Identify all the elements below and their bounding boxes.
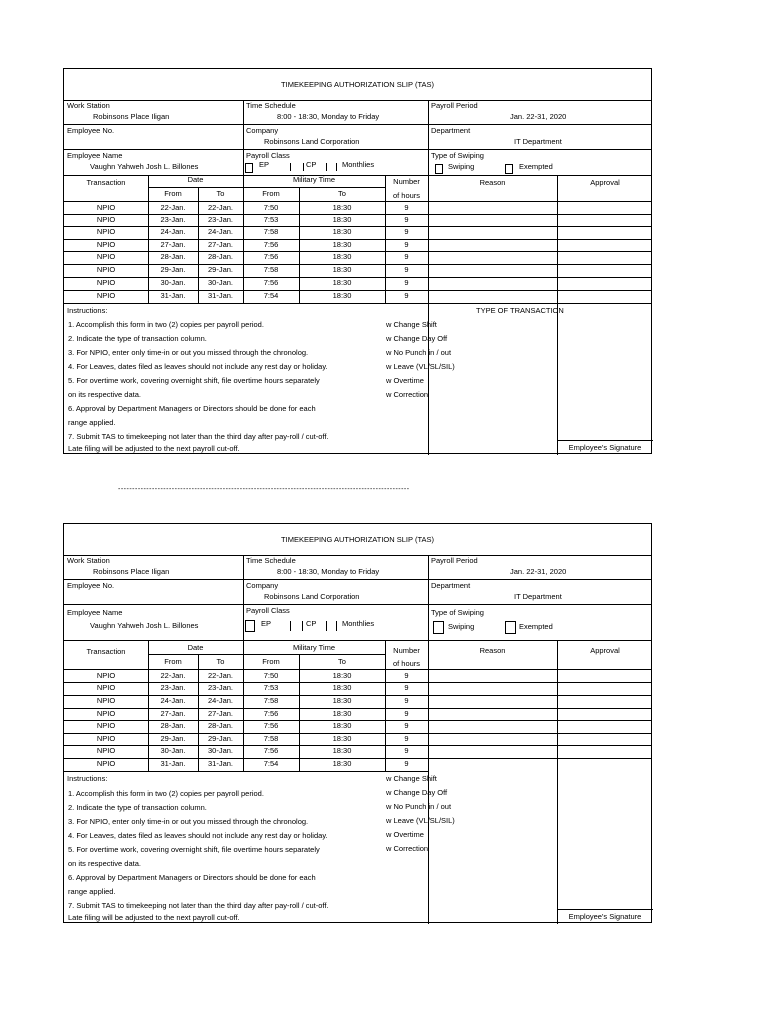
payroll-period-label: Payroll Period	[431, 556, 478, 565]
header-military-time: Military Time	[292, 175, 336, 184]
cut-line-separator: -------------------------------------------------------------------------------------------------------	[118, 486, 410, 493]
work-station-label: Work Station	[67, 556, 110, 565]
instructions-label: Instructions:	[67, 306, 108, 315]
transaction-type-item: w Change Day Off	[386, 334, 448, 343]
employee-signature-label: Employee's Signature	[568, 912, 642, 921]
transaction-type-item: w Leave (VL/SL/SIL)	[386, 362, 455, 371]
transaction-type-item: w Change Day Off	[386, 788, 448, 797]
header-time-to: To	[338, 657, 346, 666]
payroll-class-ep: EP	[261, 619, 272, 628]
swiping-option: Swiping	[448, 622, 475, 631]
header-date-to: To	[216, 189, 225, 198]
department-value: IT Department	[514, 137, 562, 146]
instructions-label: Instructions:	[67, 774, 108, 783]
instruction-line: Late filing will be adjusted to the next payroll cut-off.	[68, 444, 240, 453]
employee-no-label: Employee No.	[67, 126, 115, 135]
instruction-line: on its respective data.	[68, 390, 141, 399]
header-approval: Approval	[590, 646, 620, 655]
tas-slip-2: TIMEKEEPING AUTHORIZATION SLIP (TAS) Work Station Robinsons Place Iligan Time Schedule 8:00 - 18:30, Monday to Friday Payroll Period Jan. 22-31, 2020 Employee No. Company Robinsons Land Corporation Department IT Department Employee Name Vaughn Yahweh Josh L. Billones Payroll Class EP CP Monthlies Type of Swiping Swiping Exempted Transaction Date Military Time Number of hours Reason Approval From To From To NPIO 22-Jan. 22-Jan. 7:50 18:30 9 NPIO 23-Jan. 23-Jan. 7:53 18:30 9 NPIO 24-Jan. 24-Jan. 7:58 18:30 9 NPIO 27-Jan. 27-Jan. 7:56 18:30 9 NPIO 28-Jan. 28-Jan. 7:56 18:30 9 NPIO 29-Jan. 29-Jan. 7:58 18:30 9 NPIO 30-Jan. 30-Jan. 7:56 18:30 9 NPIO 31-Jan. 31-Jan. 7:54 18:30 9 Instructions: 1. Accomplish this form in two (2) copies per payroll period. 2. Indicate the type of transaction column. 3. For NPIO, enter only time-in or out you missed through the chronolog. 4. For Leaves, dates filed as leaves should not include any rest day or holiday. 5. For overtime work, covering overnight shift, file overtime hours separately on its respective data. 6. Approval by Department Managers or Directors should be done for each range applied. 7. Submit TAS to timekeeping not later than the third day after pay-roll / cut-off. Late filing will be adjusted to the next payroll cut-off. w Change Shift w Change Day Off w No Punch in / out w Leave (VL/SL/SIL) w Overtime w Correction Employee's Signature	[63, 523, 652, 923]
header-of-hours: of hours	[392, 659, 421, 668]
transaction-type-item: w No Punch in / out	[386, 348, 452, 357]
checkbox-swiping[interactable]	[433, 621, 444, 634]
transaction-type-item: w Leave (VL/SL/SIL)	[386, 816, 455, 825]
swiping-option: Swiping	[448, 162, 475, 171]
swiping-type-label: Type of Swiping	[431, 608, 484, 617]
transaction-type-item: w Change Shift	[386, 320, 437, 329]
instruction-line: 7. Submit TAS to timekeeping not later than the third day after pay-roll / cut-off.	[68, 432, 329, 441]
transaction-type-item: w Change Shift	[386, 774, 437, 783]
header-date-from: From	[164, 657, 182, 666]
header-transaction: Transaction	[86, 178, 126, 187]
tas-slip-1: TIMEKEEPING AUTHORIZATION SLIP (TAS) Work Station Robinsons Place Iligan Time Schedule 8:00 - 18:30, Monday to Friday Payroll Period Jan. 22-31, 2020 Employee No. Company Robinsons Land Corporation Department IT Department Employee Name Vaughn Yahweh Josh L. Billones Payroll Class EP CP Monthlies Type of Swiping Swiping Exempted Transaction Date Military Time Number of hours Reason Approval From To From To NPIO 22-Jan. 22-Jan. 7:50 18:30 9 NPIO 23-Jan. 23-Jan. 7:53 18:30 9 NPIO 24-Jan. 24-Jan. 7:58 18:30 9 NPIO 27-Jan. 27-Jan. 7:56 18:30 9 NPIO 28-Jan. 28-Jan. 7:56 18:30 9 NPIO 29-Jan. 29-Jan. 7:58 18:30 9 NPIO 30-Jan. 30-Jan. 7:56 18:30 9 NPIO 31-Jan. 31-Jan. 7:54 18:30 9 Instructions: 1. Accomplish this form in two (2) copies per payroll period. 2. Indicate the type of transaction column. 3. For NPIO, enter only time-in or out you missed through the chronolog. 4. For Leaves, dates filed as leaves should not include any rest day or holiday. 5. For overtime work, covering overnight shift, file overtime hours separately on its respective data. 6. Approval by Department Managers or Directors should be done for each range applied. 7. Submit TAS to timekeeping not later than the third day after pay-roll / cut-off. Late filing will be adjusted to the next payroll cut-off. TYPE OF TRANSACTION w Change Shift w Change Day Off w No Punch in / out w Leave (VL/SL/SIL) w Overtime w Correction Employee's Signature	[63, 68, 652, 454]
header-time-from: From	[262, 657, 280, 666]
header-date: Date	[187, 643, 204, 652]
payroll-period-value: Jan. 22-31, 2020	[510, 112, 567, 121]
transaction-type-item: w Overtime	[386, 376, 424, 385]
payroll-class-ep: EP	[259, 160, 270, 169]
instruction-line: on its respective data.	[68, 859, 141, 868]
instruction-line: range applied.	[68, 887, 116, 896]
header-time-to: To	[338, 189, 346, 198]
checkbox-swiping[interactable]	[435, 164, 443, 174]
payroll-class-monthlies: Monthlies	[342, 160, 375, 169]
employee-name-label: Employee Name	[67, 608, 123, 617]
instruction-line: 6. Approval by Department Managers or Directors should be done for each	[68, 404, 316, 413]
company-value: Robinsons Land Corporation	[264, 592, 360, 601]
header-date-to: To	[216, 657, 225, 666]
header-date-from: From	[164, 189, 182, 198]
employee-name-value: Vaughn Yahweh Josh L. Billones	[90, 162, 199, 171]
checkbox-exempted[interactable]	[505, 621, 516, 634]
employee-signature-label: Employee's Signature	[568, 443, 642, 452]
instruction-line: 3. For NPIO, enter only time-in or out you missed through the chronolog.	[68, 348, 309, 357]
payroll-period-label: Payroll Period	[431, 101, 478, 110]
checkbox-ep[interactable]	[245, 620, 255, 632]
instruction-line: Late filing will be adjusted to the next payroll cut-off.	[68, 913, 240, 922]
time-schedule-value: 8:00 - 18:30, Monday to Friday	[277, 567, 380, 576]
department-label: Department	[431, 581, 471, 590]
header-number: Number	[393, 177, 420, 186]
instruction-line: 7. Submit TAS to timekeeping not later than the third day after pay-roll / cut-off.	[68, 901, 329, 910]
work-station-value: Robinsons Place Iligan	[93, 112, 170, 121]
instruction-line: 2. Indicate the type of transaction column.	[68, 803, 207, 812]
transaction-type-item: w Overtime	[386, 830, 424, 839]
form-title: TIMEKEEPING AUTHORIZATION SLIP (TAS)	[64, 69, 651, 101]
time-schedule-label: Time Schedule	[246, 101, 296, 110]
header-military-time: Military Time	[292, 643, 336, 652]
swiping-type-label: Type of Swiping	[431, 151, 484, 160]
payroll-class-label: Payroll Class	[246, 151, 290, 160]
time-schedule-value: 8:00 - 18:30, Monday to Friday	[277, 112, 380, 121]
header-of-hours: of hours	[392, 191, 421, 200]
department-label: Department	[431, 126, 471, 135]
transaction-type-item: w No Punch in / out	[386, 802, 452, 811]
work-station-value: Robinsons Place Iligan	[93, 567, 170, 576]
instruction-line: 2. Indicate the type of transaction column.	[68, 334, 207, 343]
form-title: TIMEKEEPING AUTHORIZATION SLIP (TAS)	[64, 524, 651, 556]
instruction-line: 6. Approval by Department Managers or Directors should be done for each	[68, 873, 316, 882]
employee-name-value: Vaughn Yahweh Josh L. Billones	[90, 621, 199, 630]
payroll-class-cp: CP	[306, 619, 317, 628]
instruction-line: 3. For NPIO, enter only time-in or out you missed through the chronolog.	[68, 817, 309, 826]
employee-name-label: Employee Name	[67, 151, 123, 160]
instruction-line: 1. Accomplish this form in two (2) copies per payroll period.	[68, 320, 264, 329]
department-value: IT Department	[514, 592, 562, 601]
company-label: Company	[246, 126, 279, 135]
header-reason: Reason	[479, 178, 506, 187]
instruction-line: 5. For overtime work, covering overnight shift, file overtime hours separately	[68, 376, 320, 385]
company-label: Company	[246, 581, 279, 590]
transaction-types-title: TYPE OF TRANSACTION	[476, 306, 564, 315]
work-station-label: Work Station	[67, 101, 110, 110]
time-schedule-label: Time Schedule	[246, 556, 296, 565]
instruction-line: 4. For Leaves, dates filed as leaves should not include any rest day or holiday.	[68, 362, 328, 371]
header-approval: Approval	[590, 178, 620, 187]
payroll-class-label: Payroll Class	[246, 606, 290, 615]
header-number: Number	[393, 646, 420, 655]
payroll-class-monthlies: Monthlies	[342, 619, 375, 628]
transaction-type-item: w Correction	[386, 390, 429, 399]
header-transaction: Transaction	[86, 647, 126, 656]
exempted-option: Exempted	[519, 162, 553, 171]
header-date: Date	[187, 175, 204, 184]
header-time-from: From	[262, 189, 280, 198]
header-reason: Reason	[479, 646, 506, 655]
payroll-period-value: Jan. 22-31, 2020	[510, 567, 567, 576]
checkbox-ep[interactable]	[245, 163, 253, 173]
employee-no-label: Employee No.	[67, 581, 115, 590]
instruction-line: 1. Accomplish this form in two (2) copies per payroll period.	[68, 789, 264, 798]
payroll-class-cp: CP	[306, 160, 317, 169]
instruction-line: 5. For overtime work, covering overnight shift, file overtime hours separately	[68, 845, 320, 854]
checkbox-exempted[interactable]	[505, 164, 513, 174]
company-value: Robinsons Land Corporation	[264, 137, 360, 146]
exempted-option: Exempted	[519, 622, 553, 631]
instruction-line: range applied.	[68, 418, 116, 427]
transaction-type-item: w Correction	[386, 844, 429, 853]
instruction-line: 4. For Leaves, dates filed as leaves should not include any rest day or holiday.	[68, 831, 328, 840]
